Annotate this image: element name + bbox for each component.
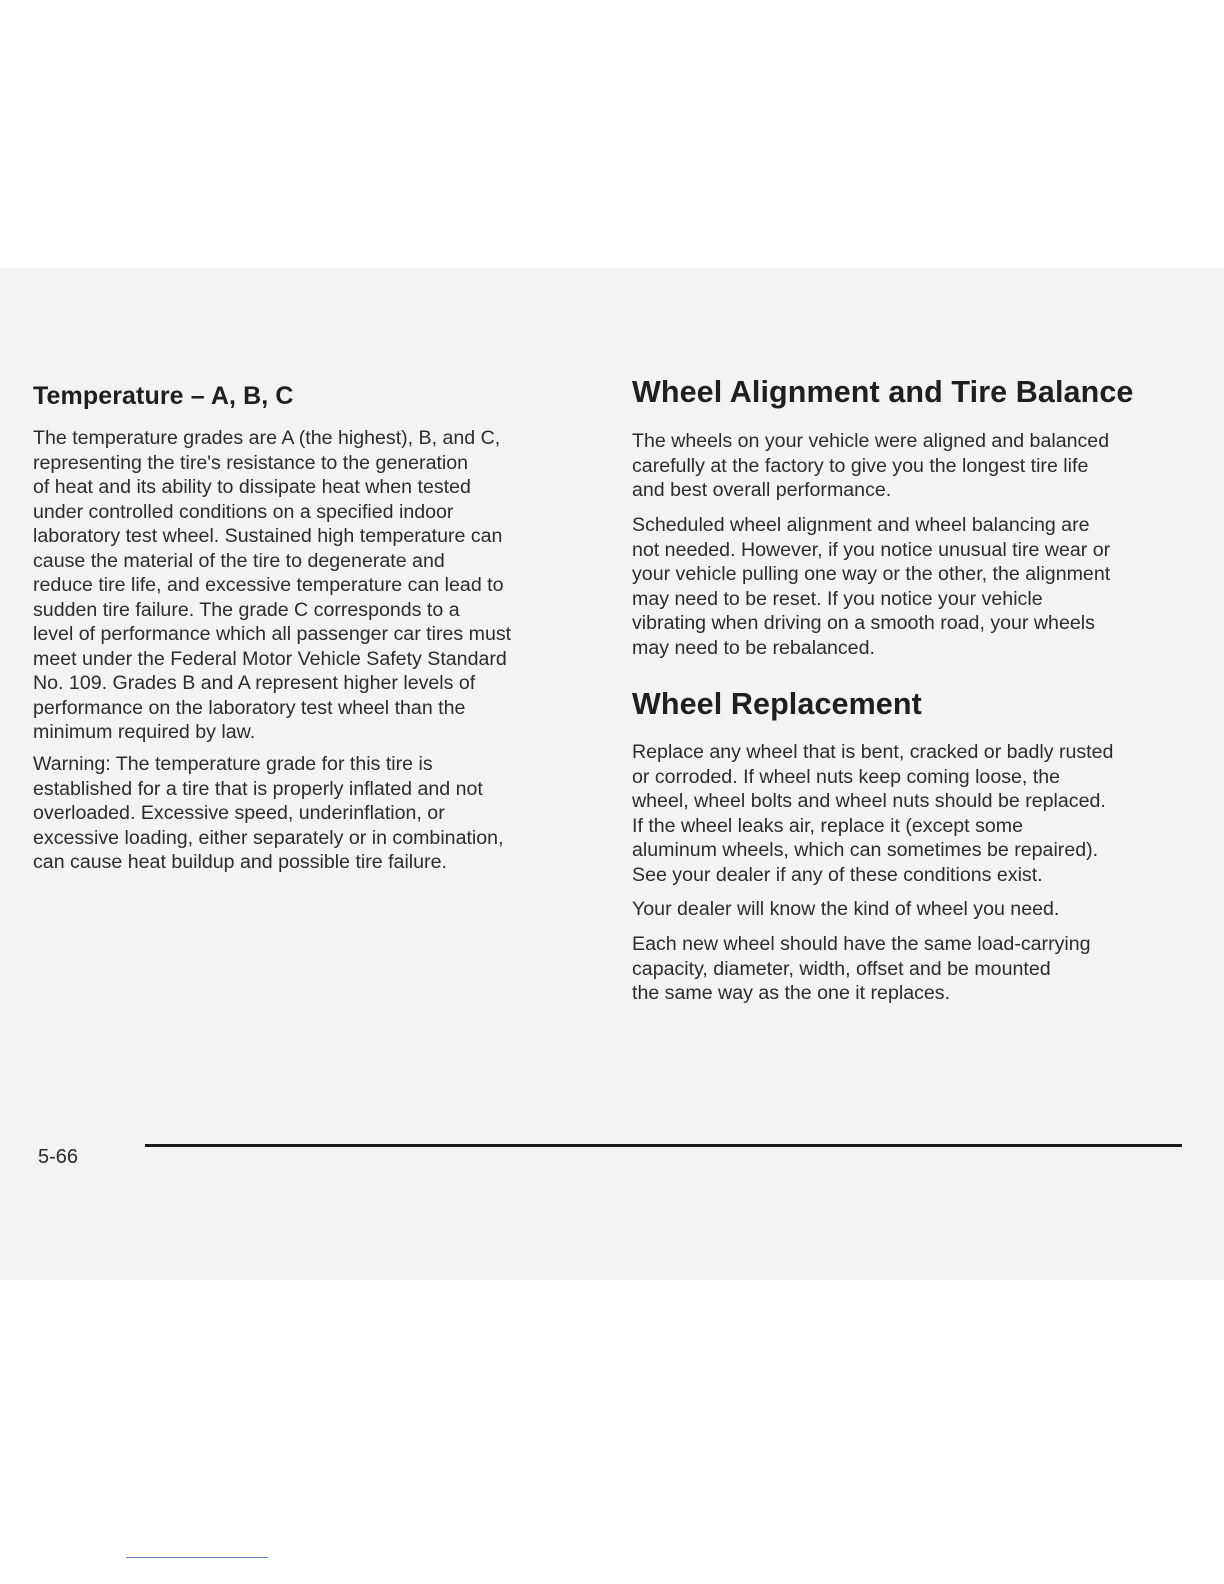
- text-line: vibrating when driving on a smooth road, your wheels: [632, 612, 1095, 634]
- text-line: your vehicle pulling one way or the other, the alignment: [632, 563, 1111, 585]
- warning-paragraph: [33, 752, 504, 875]
- text-line: representing the tire's resistance to the generation: [33, 451, 469, 474]
- text-line: See your dealer if any of these conditions exist.: [632, 863, 1043, 886]
- text-line: can cause heat buildup and possible tire failure.: [33, 851, 447, 873]
- text-line: established for a tire that is properly inflated and not: [33, 777, 483, 800]
- text-line: Warning: The temperature grade for this tire is: [33, 753, 433, 775]
- text-line: excessive loading, either separately or in combination,: [33, 826, 504, 849]
- text-line: of heat and its ability to dissipate heat when tested: [33, 476, 471, 498]
- alignment-paragraph: [632, 429, 1109, 503]
- text-line: Replace any wheel that is bent, cracked or badly rusted: [632, 741, 1114, 763]
- text-line: carefully at the factory to give you the longest tire life: [632, 454, 1089, 477]
- text-line: Your dealer will know the kind of wheel you need.: [632, 898, 1060, 920]
- text-line: minimum required by law.: [33, 721, 256, 743]
- manual-page: [0, 268, 1224, 1280]
- text-line: The wheels on your vehicle were aligned and balanced: [632, 430, 1110, 452]
- text-line: If the wheel leaks air, replace it (except some: [632, 814, 1023, 837]
- text-line: performance on the laboratory test wheel than the: [33, 696, 466, 719]
- text-line: level of performance which all passenger car tires must: [33, 623, 512, 645]
- text-line: cause the material of the tire to degenerate and: [33, 549, 445, 572]
- text-line: may need to be rebalanced.: [632, 636, 875, 659]
- temperature-paragraph: [33, 426, 511, 745]
- balancing-paragraph: [632, 513, 1110, 660]
- hyperlink-underline[interactable]: [126, 1557, 268, 1558]
- wheel-replacement-heading: Wheel Replacement: [632, 687, 922, 721]
- page-number: 5-66: [38, 1146, 79, 1168]
- text-line: aluminum wheels, which can sometimes be repaired).: [632, 839, 1099, 861]
- text-line: Each new wheel should have the same load-carrying: [632, 933, 1091, 955]
- text-line: wheel, wheel bolts and wheel nuts should be replaced.: [632, 790, 1106, 812]
- text-line: or corroded. If wheel nuts keep coming loose, the: [632, 765, 1061, 788]
- text-line: under controlled conditions on a specified indoor: [33, 500, 454, 523]
- text-line: may need to be reset. If you notice your vehicle: [632, 587, 1043, 610]
- text-line: Scheduled wheel alignment and wheel balancing are: [632, 514, 1090, 536]
- text-line: sudden tire failure. The grade C corresponds to a: [33, 598, 460, 621]
- text-line: capacity, diameter, width, offset and be mounted: [632, 957, 1051, 980]
- text-line: overloaded. Excessive speed, underinflation, or: [33, 802, 445, 824]
- text-line: and best overall performance.: [632, 479, 892, 501]
- wheel-alignment-heading: Wheel Alignment and Tire Balance: [632, 375, 1134, 409]
- text-line: the same way as the one it replaces.: [632, 982, 951, 1004]
- new-wheel-paragraph: [632, 932, 1091, 1006]
- text-line: reduce tire life, and excessive temperature can lead to: [33, 574, 504, 596]
- temperature-heading: Temperature – A, B, C: [33, 382, 294, 410]
- text-line: meet under the Federal Motor Vehicle Safety Standard: [33, 647, 507, 670]
- replacement-paragraph: [632, 740, 1113, 887]
- text-line: laboratory test wheel. Sustained high temperature can: [33, 525, 503, 547]
- text-line: The temperature grades are A (the highest), B, and C,: [33, 427, 501, 449]
- dealer-paragraph: [632, 897, 1059, 922]
- text-line: not needed. However, if you notice unusual tire wear or: [632, 538, 1111, 561]
- text-line: No. 109. Grades B and A represent higher levels of: [33, 672, 476, 694]
- footer-rule: [145, 1144, 1182, 1147]
